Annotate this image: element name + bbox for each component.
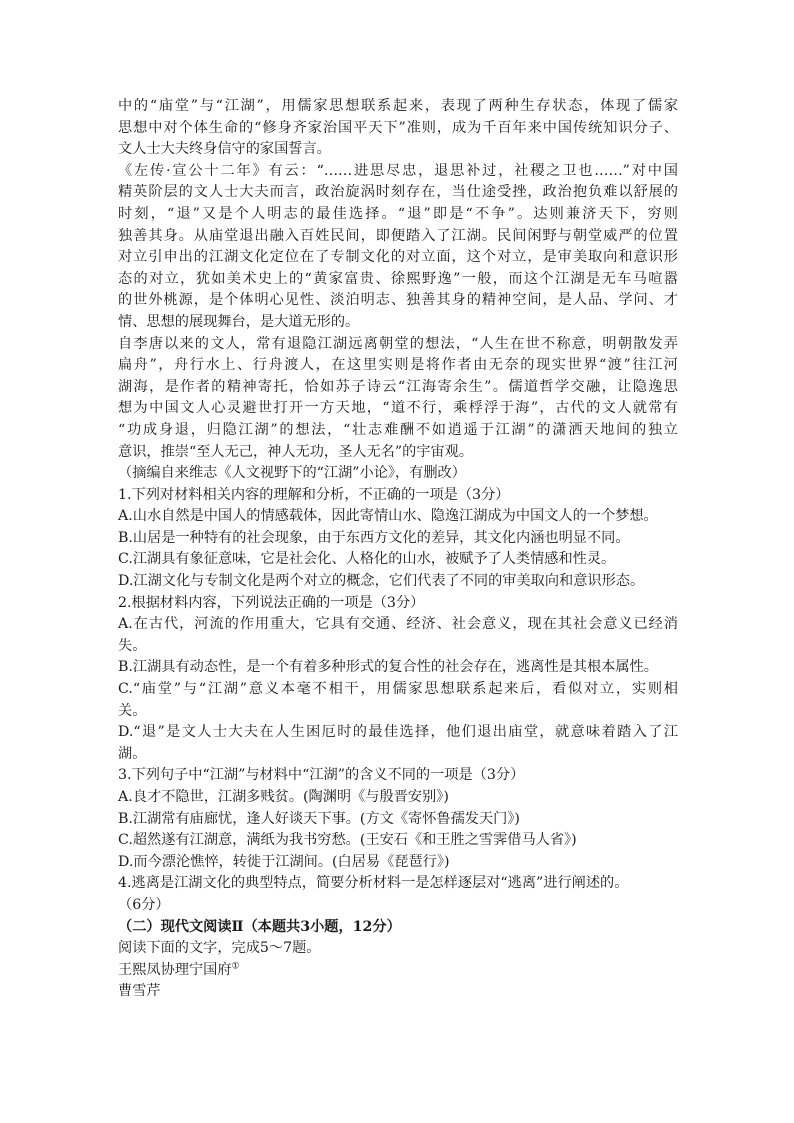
text-line bbox=[118, 161, 678, 183]
line-text: C.江湖具有象征意味，它是社会化、人格化的山水，被赋予了人类情感和性灵。 bbox=[118, 551, 616, 568]
text-line bbox=[118, 571, 678, 593]
text-line bbox=[118, 722, 678, 744]
text-line bbox=[118, 679, 678, 701]
text-line bbox=[118, 463, 678, 485]
line-text: 湖。 bbox=[118, 745, 147, 762]
text-line bbox=[118, 139, 678, 161]
line-text: B.山居是一种特有的社会现象，由于东西方文化的差异，其文化内涵也明显不同。 bbox=[118, 529, 630, 546]
text-line bbox=[118, 830, 678, 852]
text-line bbox=[118, 355, 678, 377]
line-text: （二）现代文阅读Ⅱ（本题共3小题，12分） bbox=[118, 918, 401, 935]
text-line bbox=[118, 506, 678, 528]
line-text: 文人士大夫终身信守的家国誓言。 bbox=[118, 141, 331, 158]
line-text: 时刻，“退”又是个人明志的最佳选择。“退”即是“不争”。达则兼济天下，穷则 bbox=[118, 205, 678, 222]
text-line bbox=[118, 204, 678, 226]
line-text: 情、思想的展现舞台，是大道无形的。 bbox=[118, 313, 360, 330]
text-line bbox=[118, 873, 678, 895]
text-line bbox=[118, 960, 678, 982]
line-text: （摘编自来维志《人文视野下的“江湖”小论》，有删改） bbox=[118, 465, 466, 482]
text-line bbox=[118, 765, 678, 787]
line-text: B.江湖常有庙廊忧，逢人好谈天下事。(方文《寄怀鲁孺发天门》) bbox=[118, 810, 520, 827]
text-line bbox=[118, 334, 678, 356]
line-text: 中的“庙堂”与“江湖”，用儒家思想联系起来，表现了两种生存状态，体现了儒家 bbox=[118, 98, 678, 114]
text-line bbox=[118, 247, 678, 269]
line-text: （6分） bbox=[118, 896, 170, 913]
line-text: 阅读下面的文字，完成5～7题。 bbox=[118, 940, 321, 957]
line-text: 4.逃离是江湖文化的典型特点，简要分析材料一是怎样逐层对“逃离”进行阐述的。 bbox=[118, 875, 629, 892]
text-line bbox=[118, 420, 678, 442]
line-text: 的世外桃源，是个体明心见性、淡泊明志、独善其身的精神空间，是人品、学问、才 bbox=[118, 292, 678, 309]
text-line bbox=[118, 528, 678, 550]
line-text: 湖海，是作者的精神寄托，恰如苏子诗云“江海寄余生”。儒道哲学交融，让隐逸思 bbox=[118, 378, 678, 395]
line-text: 精英阶层的文人士大夫而言，政治旋涡时刻存在，当仕途受挫，政治抱负难以舒展的 bbox=[118, 184, 678, 201]
line-text: 《左传·宣公十二年》有云：“……进思尽忠，退思补过，社稷之卫也……”对中国 bbox=[118, 162, 678, 179]
line-text: A.山水自然是中国人的情感载体，因此寄情山水、隐逸江湖成为中国文人的一个梦想。 bbox=[118, 508, 658, 525]
text-line bbox=[118, 981, 678, 1003]
line-text: 2.根据材料内容，下列说法正确的一项是（3分） bbox=[118, 594, 425, 611]
line-text: 想为中国文人心灵避世打开一方天地，“道不行，乘桴浮于海”，古代的文人就常有 bbox=[118, 400, 678, 417]
text-line bbox=[118, 657, 678, 679]
text-line bbox=[118, 614, 678, 636]
text-line bbox=[118, 895, 678, 917]
text-line bbox=[118, 398, 678, 420]
text-line bbox=[118, 917, 678, 939]
line-text: 曹雪芹 bbox=[118, 983, 161, 1000]
text-line bbox=[118, 269, 678, 291]
line-text: D.而今漂沦憔悴，转徙于江湖间。(白居易《琵琶行》) bbox=[118, 853, 450, 870]
line-text: 思想中对个体生命的“修身齐家治国平天下”准则，成为千百年来中国传统知识分子、 bbox=[118, 119, 678, 136]
text-line bbox=[118, 485, 678, 507]
line-text: 自李唐以来的文人，常有退隐江湖远离朝堂的想法，“人生在世不称意，明朝散发弄 bbox=[118, 335, 678, 352]
text-line bbox=[118, 118, 678, 140]
line-text: C.“庙堂”与“江湖”意义本毫不相干，用儒家思想联系起来后，看似对立，实则相 bbox=[118, 681, 678, 698]
line-text: C.超然遂有江湖意，满纸为我书穷愁。(王安石《和王胜之雪霁借马人省》) bbox=[118, 832, 577, 849]
line-text: B.江湖具有动态性，是一个有着多种形式的复合性的社会存在，逃离性是其根本属性。 bbox=[118, 659, 658, 676]
text-line bbox=[118, 442, 678, 464]
text-line bbox=[118, 290, 678, 312]
line-text: D.江湖文化与专制文化是两个对立的概念，它们代表了不同的审美取向和意识形态。 bbox=[118, 573, 645, 590]
line-text: 扁舟”，舟行水上、行舟渡人，在这里实则是将作者由无奈的现实世界“渡”往江河 bbox=[118, 357, 678, 374]
line-text: 对立引申出的江湖文化定位在了专制文化的对立面，这个对立，是审美取向和意识形 bbox=[118, 249, 678, 266]
text-line bbox=[118, 852, 678, 874]
footnote-marker: ① bbox=[231, 961, 240, 972]
line-text: 关。 bbox=[118, 702, 147, 719]
text-line bbox=[118, 593, 678, 615]
text-line bbox=[118, 312, 678, 334]
line-text: 意识，推崇“至人无己，神人无功，圣人无名”的宇宙观。 bbox=[118, 443, 474, 460]
text-line bbox=[118, 636, 678, 658]
text-line bbox=[118, 377, 678, 399]
line-text: 1.下列对材料相关内容的理解和分析，不正确的一项是（3分） bbox=[118, 486, 510, 503]
text-line bbox=[118, 938, 678, 960]
line-text: A.良才不隐世，江湖多贱贫。(陶渊明《与殷晋安别》) bbox=[118, 789, 449, 805]
text-line bbox=[118, 226, 678, 248]
text-line bbox=[118, 182, 678, 204]
text-line bbox=[118, 744, 678, 766]
document-page bbox=[118, 96, 678, 1003]
text-line bbox=[118, 809, 678, 831]
line-text: A.在古代，河流的作用重大，它具有交通、经济、社会意义，现在其社会意义已经消 bbox=[118, 616, 678, 633]
text-line bbox=[118, 787, 678, 809]
line-text: 态的对立，犹如美术史上的“黄家富贵、徐熙野逸”一般，而这个江湖是无车马喧嚣 bbox=[118, 270, 678, 287]
line-text: 王熙凤协理宁国府 bbox=[118, 961, 232, 978]
line-text: 3.下列句子中“江湖”与材料中“江湖”的含义不同的一项是（3分） bbox=[118, 767, 525, 784]
text-line bbox=[118, 701, 678, 723]
text-line bbox=[118, 549, 678, 571]
line-text: 失。 bbox=[118, 637, 147, 654]
text-line bbox=[118, 96, 678, 118]
line-text: 独善其身。从庙堂退出融入百姓民间，即便踏入了江湖。民间闲野与朝堂威严的位置 bbox=[118, 227, 678, 244]
line-text: D.“退”是文人士大夫在人生困厄时的最佳选择，他们退出庙堂，就意味着踏入了江 bbox=[118, 724, 678, 741]
line-text: “功成身退，归隐江湖”的想法，“壮志难酬不如逍遥于江湖”的潇洒天地间的独立 bbox=[118, 421, 678, 438]
